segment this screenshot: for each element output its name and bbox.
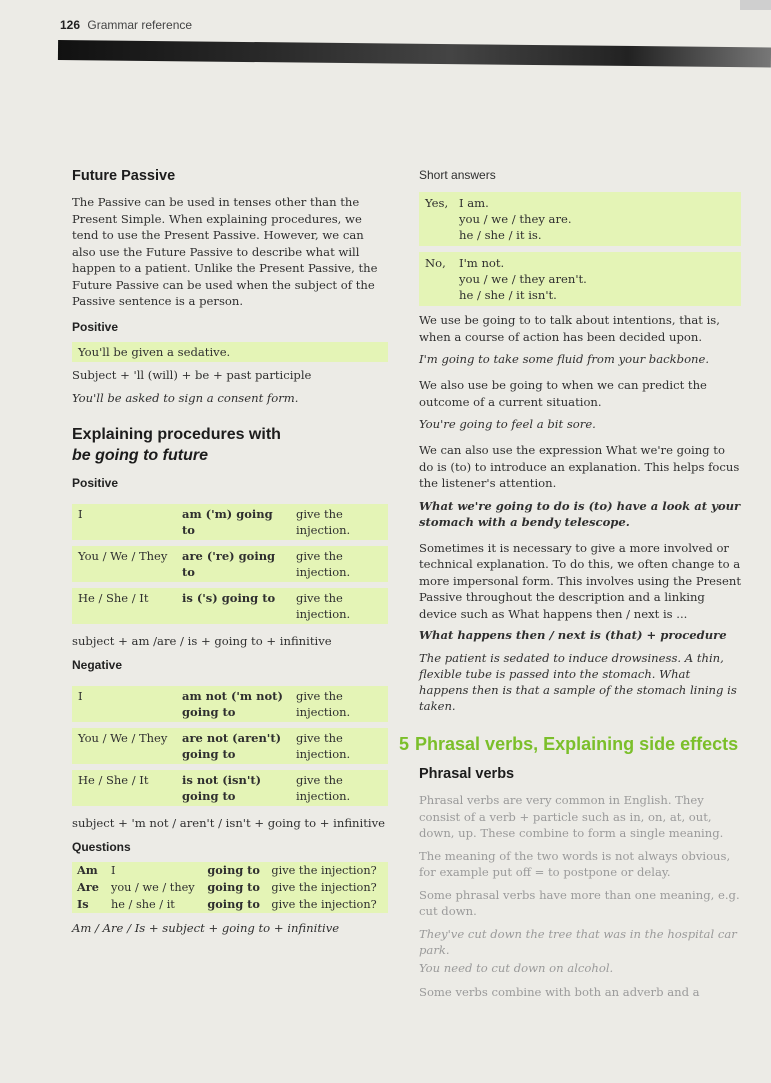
cell-rest: give the injection. <box>292 588 388 624</box>
answer-line: you / we / they aren't. <box>459 272 587 286</box>
cell-rest: give the injection. <box>292 504 388 540</box>
cell-verb: am ('m) going to <box>178 504 292 540</box>
cell-subject: He / She / It <box>72 588 178 624</box>
cell-aux: Am <box>77 862 98 877</box>
table-row <box>72 588 388 624</box>
cell-subject: I <box>72 686 178 722</box>
cell-subject: You / We / They <box>72 728 178 764</box>
cell-going: going to <box>207 896 260 911</box>
cell-subject: I <box>111 863 116 877</box>
cell-rest: give the injection? <box>271 897 377 911</box>
paragraph: Some verbs combine with both an adverb and a <box>419 984 700 999</box>
negative-table <box>72 680 388 812</box>
cell-aux: Is <box>77 896 89 911</box>
paragraph: Phrasal verbs are very common in English. They consist of a verb + particle such as in, on, at, out, down, up. These combine to form a single meaning. <box>419 793 724 840</box>
table-row <box>72 862 388 879</box>
section-title <box>399 732 741 756</box>
cell-verb: is ('s) going to <box>178 588 292 624</box>
example: You're going to feel a bit sore. <box>419 417 596 431</box>
paragraph: We can also use the expression What we're going to do is (to) to introduce an explanation. This helps focus the listener's attention. <box>419 443 740 490</box>
phrasal-verbs-title: Phrasal verbs <box>419 766 515 782</box>
cell-rest: give the injection. <box>292 686 388 722</box>
short-answer-yes <box>419 192 741 246</box>
page-number: 126 <box>60 18 81 32</box>
section-number: 5 <box>399 734 410 754</box>
cell-aux: Are <box>77 879 99 894</box>
answer-line: he / she / it isn't. <box>459 288 557 302</box>
answer-line: I'm not. <box>459 256 505 270</box>
positive-label: Positive <box>72 319 119 334</box>
table-row <box>72 896 388 913</box>
cell-verb: are not (aren't) going to <box>178 728 292 764</box>
corner-strip <box>740 0 771 10</box>
cell-verb: is not (isn't) going to <box>178 770 292 806</box>
cell-rest: give the injection? <box>271 863 377 877</box>
answer-line: you / we / they are. <box>459 212 572 226</box>
example: You'll be asked to sign a consent form. <box>72 390 299 405</box>
formula: What happens then / next is (that) + procedure <box>419 628 727 642</box>
answer-line: I am. <box>459 196 489 210</box>
paragraph: Sometimes it is necessary to give a more involved or technical explanation. To do this, we often change to a more impersonal form. This involves using the Present Passive throughout the description and a linking device such as What happens then / next is ... <box>419 540 741 621</box>
cell-verb: are ('re) going to <box>178 546 292 582</box>
future-passive-intro: The Passive can be used in tenses other than the Present Simple. When explaining procedures, we tend to use the Present Passive. However, we can also use the Future Passive to describe what will happen to a patient. Unlike the Present Passive, the Future Passive can be used when the subject of the Passive sentence is a person. <box>72 195 378 308</box>
table-row <box>72 728 388 764</box>
formula: Subject + 'll (will) + be + past participle <box>72 367 312 382</box>
example: You need to cut down on alcohol. <box>419 960 614 975</box>
cell-rest: give the injection. <box>292 728 388 764</box>
table-row <box>72 546 388 582</box>
example: I'm going to take some fluid from your backbone. <box>419 352 710 366</box>
short-answer-no <box>419 252 741 306</box>
no-word: No, <box>425 256 446 270</box>
positive-formula: subject + am /are / is + going to + infinitive <box>72 633 332 648</box>
going-to-title <box>72 424 388 466</box>
left-column <box>72 168 388 943</box>
short-answers-label: Short answers <box>419 168 496 182</box>
section-name: Grammar reference <box>87 18 193 32</box>
cell-rest: give the injection. <box>292 546 388 582</box>
cell-subject: I <box>72 504 178 540</box>
example: What we're going to do is (to) have a look at your stomach with a bendy telescope. <box>419 498 741 529</box>
yes-word: Yes, <box>425 196 449 210</box>
cell-rest: give the injection. <box>292 770 388 806</box>
table-row <box>72 686 388 722</box>
positive-label-2: Positive <box>72 475 119 490</box>
example: They've cut down the tree that was in the hospital car park. <box>419 926 737 957</box>
table-row <box>72 770 388 806</box>
header-band <box>58 40 771 67</box>
cell-verb: am not ('m not) going to <box>178 686 292 722</box>
cell-subject: He / She / It <box>72 770 178 806</box>
section-title-text: Phrasal verbs, Explaining side effects <box>415 734 739 754</box>
paragraph: Some phrasal verbs have more than one meaning, e.g. cut down. <box>419 887 740 918</box>
paragraph: We also use be going to when we can predict the outcome of a current situation. <box>419 378 707 409</box>
paragraph: We use be going to to talk about intentions, that is, when a course of action has been decided upon. <box>419 313 720 344</box>
cell-subject: You / We / They <box>72 546 178 582</box>
cell-going: going to <box>207 879 260 894</box>
cell-going: going to <box>207 862 260 877</box>
title-line-2: be going to future <box>72 446 208 464</box>
example-bar: You'll be given a sedative. <box>72 342 388 362</box>
table-row <box>72 504 388 540</box>
cell-subject: he / she / it <box>111 897 175 911</box>
questions-label: Questions <box>72 839 131 854</box>
negative-formula: subject + 'm not / aren't / isn't + going to + infinitive <box>72 815 386 830</box>
negative-label: Negative <box>72 657 123 672</box>
future-passive-title: Future Passive <box>72 168 176 184</box>
positive-table <box>72 498 388 630</box>
cell-rest: give the injection? <box>271 880 377 894</box>
questions-formula: Am / Are / Is + subject + going to + infinitive <box>72 920 340 935</box>
answer-line: he / she / it is. <box>459 228 542 242</box>
title-line-1: Explaining procedures with <box>72 425 281 443</box>
paragraph: The meaning of the two words is not always obvious, for example put off = to postpone or delay. <box>419 848 731 879</box>
right-column <box>399 168 741 1006</box>
page-header <box>60 18 192 32</box>
questions-table <box>72 862 388 913</box>
cell-subject: you / we / they <box>111 880 195 894</box>
table-row <box>72 879 388 896</box>
example: The patient is sedated to induce drowsiness. A thin, flexible tube is passed into the stomach. What happens then is that a sample of the stomach lining is taken. <box>419 651 737 713</box>
